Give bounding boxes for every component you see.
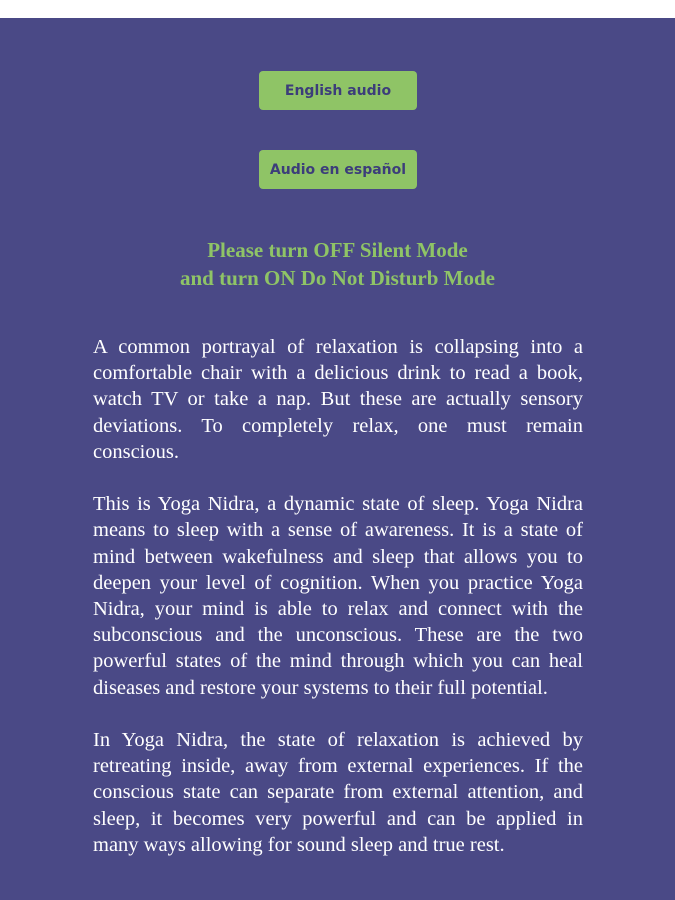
english-audio-button[interactable]: English audio xyxy=(259,71,417,110)
top-bar xyxy=(0,0,675,18)
paragraph-1: A common portrayal of relaxation is collapsing into a comfortable chair with a delicious drink to read a book, watch TV or take a nap. But these are actually sensory deviations. To completely relax, one must remain conscious. xyxy=(93,336,583,463)
paragraph-2: This is Yoga Nidra, a dynamic state of sleep. Yoga Nidra means to sleep with a sense of awareness. It is a state of mind between wakefulness and sleep that allows you to deepen your level of cognition. When you practice Yoga Nidra, your mind is able to relax and connect with the subconscious and the unconscious. These are the two powerful states of the mind through which you can heal diseases and restore your systems to their full potential. xyxy=(93,493,583,699)
notice-line-1: Please turn OFF Silent Mode xyxy=(207,238,468,262)
article-body xyxy=(93,334,583,884)
spanish-audio-button[interactable]: Audio en español xyxy=(259,150,417,189)
mode-notice xyxy=(0,236,675,292)
paragraph-3: In Yoga Nidra, the state of relaxation is achieved by retreating inside, away from external experiences. If the conscious state can separate from external attention, and sleep, it becomes very powerful and can be applied in many ways allowing for sound sleep and true rest. xyxy=(93,729,583,856)
notice-line-2: and turn ON Do Not Disturb Mode xyxy=(179,266,496,290)
content-screen[interactable] xyxy=(0,18,675,900)
